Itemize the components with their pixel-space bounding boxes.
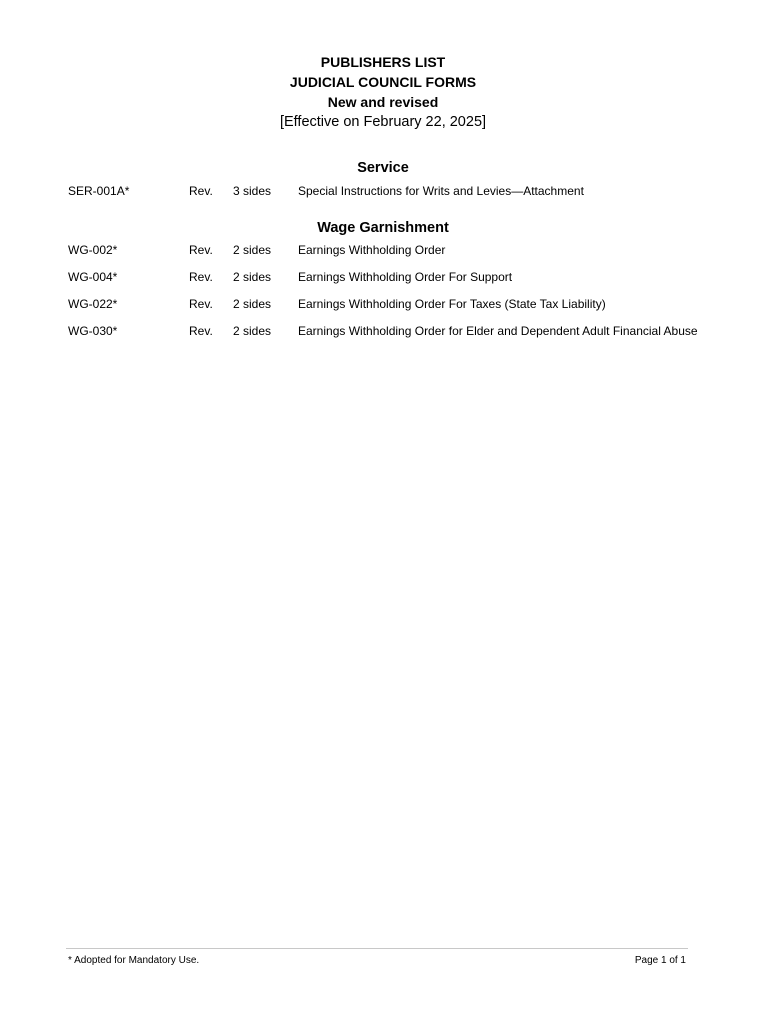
footer-divider (66, 948, 688, 949)
section-title-service: Service (357, 160, 409, 176)
form-status: Rev. (189, 184, 213, 198)
form-number: WG-022* (68, 297, 118, 311)
form-title: Earnings Withholding Order for Elder and Dependent Adult Financial Abuse (298, 324, 698, 338)
form-status: Rev. (189, 324, 213, 338)
form-title: Earnings Withholding Order For Support (298, 270, 513, 284)
form-sides: 2 sides (233, 270, 272, 284)
list-subtitle: JUDICIAL COUNCIL FORMS (289, 74, 477, 90)
form-number: SER-001A* (68, 184, 130, 198)
form-sides: 3 sides (233, 184, 272, 198)
form-number: WG-004* (68, 270, 118, 284)
form-status: Rev. (189, 297, 213, 311)
form-title: Earnings Withholding Order (298, 243, 446, 257)
document-header (0, 52, 766, 132)
section-title-wage-garnishment: Wage Garnishment (317, 220, 449, 236)
form-status: Rev. (189, 243, 213, 257)
page-number: Page 1 of 1 (634, 955, 686, 966)
form-title: Earnings Withholding Order For Taxes (State Tax Liability) (298, 297, 606, 311)
list-scope: New and revised (327, 94, 439, 110)
footer-note: * Adopted for Mandatory Use. (68, 955, 200, 966)
form-number: WG-002* (68, 243, 118, 257)
form-sides: 2 sides (233, 243, 272, 257)
effective-date: [Effective on February 22, 2025] (279, 114, 487, 130)
form-number: WG-030* (68, 324, 118, 338)
form-status: Rev. (189, 270, 213, 284)
list-title: PUBLISHERS LIST (320, 54, 446, 70)
form-sides: 2 sides (233, 297, 272, 311)
form-sides: 2 sides (233, 324, 272, 338)
form-title: Special Instructions for Writs and Levies—Attachment (298, 184, 584, 198)
